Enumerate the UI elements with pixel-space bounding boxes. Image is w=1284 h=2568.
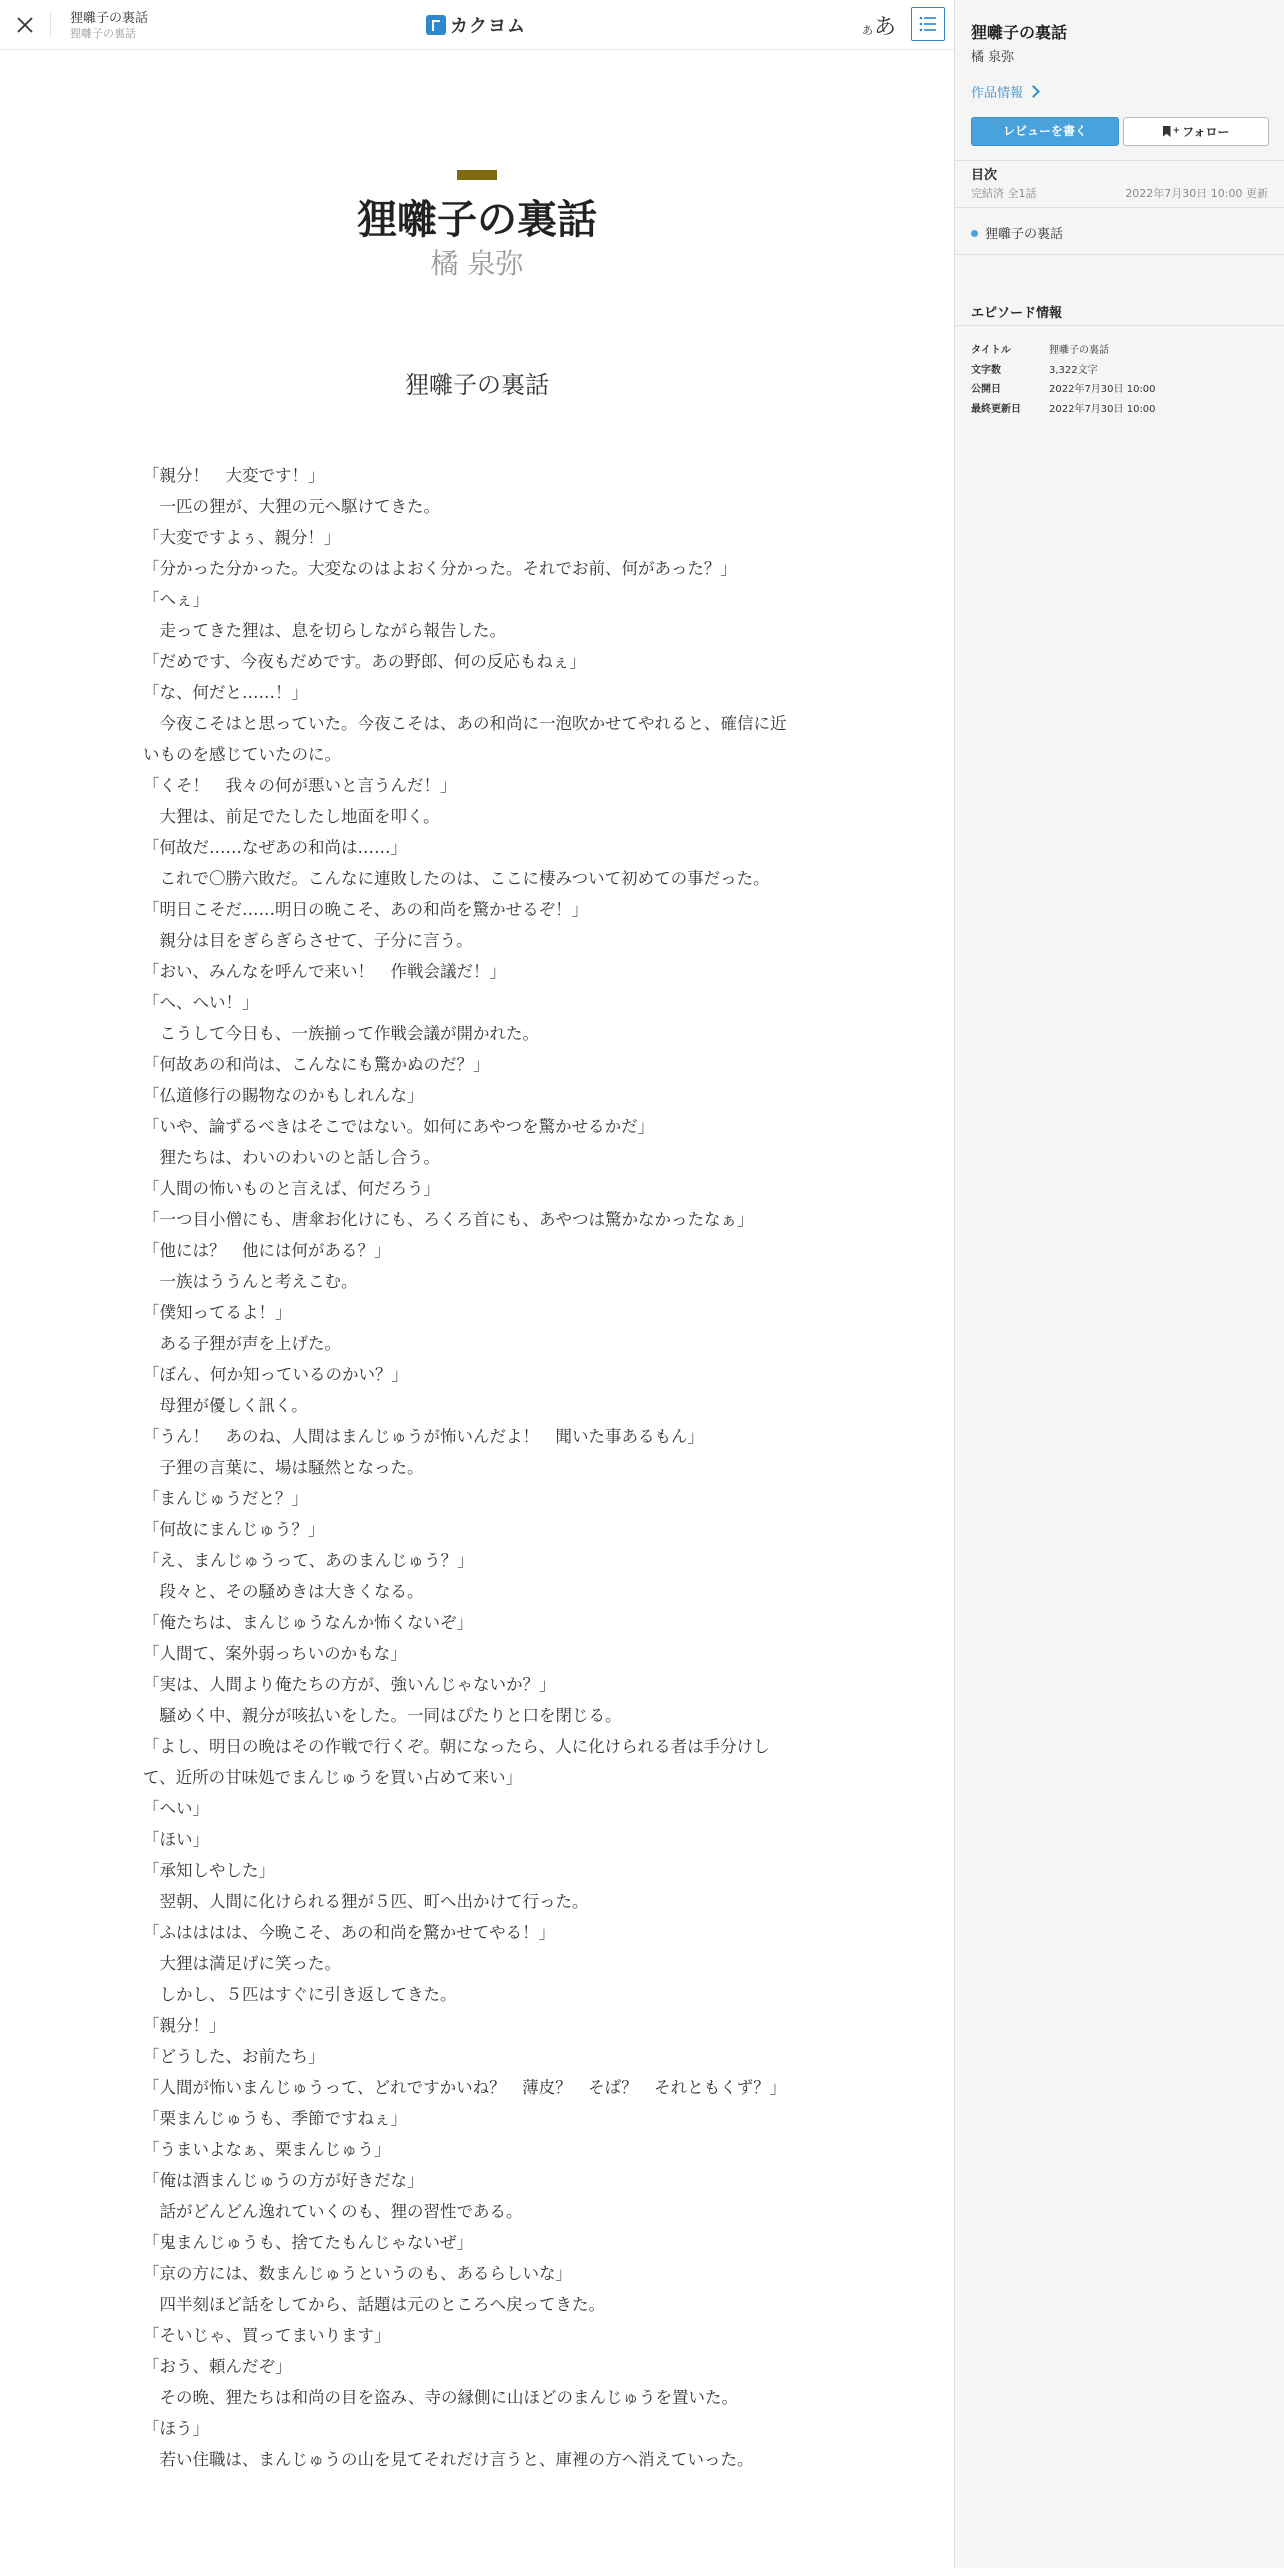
body-paragraph: 「明日こそだ……明日の晩こそ、あの和尚を驚かせるぞ！」: [143, 900, 589, 919]
body-paragraph: これで〇勝六敗だ。こんなに連敗したのは、ここに棲みついて初めての事だった。: [143, 869, 770, 888]
header-divider: [50, 12, 51, 38]
episode-info-row: [971, 361, 1156, 381]
body-paragraph: 「京の方には、数まんじゅうというのも、あるらしいな」: [143, 2264, 572, 2283]
plus-icon: +: [1172, 126, 1181, 136]
info-key: 文字数: [971, 364, 1001, 376]
episode-info-row: [971, 341, 1156, 361]
work-title: 狸囃子の裏話: [357, 197, 597, 243]
toc-status: 完結済 全1話: [971, 187, 1037, 200]
divider: [955, 207, 1284, 208]
episode-title: 狸囃子の裏話: [405, 371, 549, 399]
body-paragraph: 「おう、頼んだぞ」: [143, 2357, 292, 2376]
body-paragraph: 「人間が怖いまんじゅうって、どれですかいね？ 薄皮？ そば？ それともくず？」: [143, 2078, 787, 2097]
body-paragraph: 「仏道修行の賜物なのかもしれんな」: [143, 1086, 424, 1105]
episode-body: [143, 460, 795, 2475]
body-paragraph: 「俺たちは、まんじゅうなんか怖くないぞ」: [143, 1613, 473, 1632]
body-paragraph: 「鬼まんじゅうも、捨てたもんじゃないぜ」: [143, 2233, 473, 2252]
body-paragraph: 「分かった分かった。大変なのはよおく分かった。それでお前、何があった？」: [143, 559, 737, 578]
episode-info-row: [971, 380, 1156, 400]
body-paragraph: 翌朝、人間に化けられる狸が５匹、町へ出かけて行った。: [143, 1892, 589, 1911]
body-paragraph: 「僕知ってるよ！」: [143, 1303, 292, 1322]
divider: [955, 325, 1284, 326]
body-paragraph: 「ぼん、何か知っているのかい？」: [143, 1365, 408, 1384]
body-paragraph: 「大変ですよぅ、親分！」: [143, 528, 341, 547]
header-episode-title: 狸囃子の裏話: [70, 27, 136, 40]
body-paragraph: 「親分！ 大変です！」: [143, 466, 325, 485]
work-author[interactable]: 橘 泉弥: [430, 247, 524, 280]
body-paragraph: 「親分！」: [143, 2016, 226, 2035]
body-paragraph: 母狸が優しく訊く。: [143, 1396, 308, 1415]
body-paragraph: 「承知しやした」: [143, 1861, 275, 1880]
body-paragraph: 一族はううんと考えこむ。: [143, 1272, 358, 1291]
body-paragraph: 「へい」: [143, 1799, 209, 1818]
body-paragraph: 狸たちは、わいのわいのと話し合う。: [143, 1148, 440, 1167]
body-paragraph: 親分は目をぎらぎらさせて、子分に言う。: [143, 931, 473, 950]
body-paragraph: 「へぇ」: [143, 590, 209, 609]
current-episode-dot: [971, 230, 978, 237]
body-paragraph: 「何故あの和尚は、こんなにも驚かぬのだ？」: [143, 1055, 490, 1074]
body-paragraph: 走ってきた狸は、息を切らしながら報告した。: [143, 621, 506, 640]
sidebar-author[interactable]: 橘 泉弥: [971, 50, 1015, 65]
divider: [955, 254, 1284, 255]
body-paragraph: 「な、何だと……！」: [143, 683, 308, 702]
body-paragraph: 「よし、明日の晩はその作戦で行くぞ。朝になったら、人に化けられる者は手分けして、近所の甘味処でまんじゅうを買い占めて来い」: [143, 1737, 770, 1787]
body-paragraph: 「そいじゃ、買ってまいります」: [143, 2326, 391, 2345]
sidebar: [954, 0, 1284, 2568]
body-paragraph: 話がどんどん逸れていくのも、狸の習性である。: [143, 2202, 523, 2221]
reader-header: [0, 0, 954, 50]
body-paragraph: 「栗まんじゅうも、季節ですねぇ」: [143, 2109, 407, 2128]
body-paragraph: 「何故だ……なぜあの和尚は……」: [143, 838, 407, 857]
sidebar-work-title[interactable]: 狸囃子の裏話: [971, 23, 1068, 42]
body-paragraph: 「おい、みんなを呼んで来い！ 作戦会議だ！」: [143, 962, 506, 981]
close-button[interactable]: [12, 12, 38, 38]
body-paragraph: 「実は、人間より俺たちの方が、強いんじゃないか？」: [143, 1675, 556, 1694]
bookmark-icon: [1163, 126, 1171, 137]
body-paragraph: 「俺は酒まんじゅうの方が好きだな」: [143, 2171, 424, 2190]
episode-info-row: [971, 400, 1156, 420]
work-info-link[interactable]: [971, 82, 1038, 101]
body-paragraph: 「人間て、案外弱っちいのかもな」: [143, 1644, 407, 1663]
body-paragraph: こうして今日も、一族揃って作戦会議が開かれた。: [143, 1024, 539, 1043]
body-paragraph: 四半刻ほど話をしてから、話題は元のところへ戻ってきた。: [143, 2295, 605, 2314]
body-paragraph: 段々と、その騒めきは大きくなる。: [143, 1582, 424, 1601]
body-paragraph: 「うまいよなぁ、栗まんじゅう」: [143, 2140, 391, 2159]
write-review-button[interactable]: レビューを書く: [971, 117, 1119, 146]
body-paragraph: 「だめです、今夜もだめです。あの野郎、何の反応もねぇ」: [143, 652, 586, 671]
info-key: 公開日: [971, 384, 1001, 395]
body-paragraph: 「ふはははは、今晩こそ、あの和尚を驚かせてやる！」: [143, 1923, 556, 1942]
episode-info-heading: エピソード情報: [971, 306, 1063, 321]
info-value: 2022年7月30日 10:00: [1049, 384, 1156, 395]
kakuyomu-logo[interactable]: [426, 13, 526, 37]
toc-updated: 2022年7月30日 10:00 更新: [1125, 187, 1268, 200]
body-paragraph: 「まんじゅうだと？」: [143, 1489, 308, 1508]
font-size-button[interactable]: [862, 8, 898, 40]
chevron-right-icon: [1027, 85, 1040, 98]
body-paragraph: 「へ、へい！」: [143, 993, 259, 1012]
table-of-contents-button[interactable]: [911, 7, 945, 41]
body-paragraph: 若い住職は、まんじゅうの山を見てそれだけ言うと、庫裡の方へ消えていった。: [143, 2450, 754, 2469]
body-paragraph: 「いや、論ずるべきはそこではない。如何にあやつを驚かせるかだ」: [143, 1117, 655, 1136]
info-value: 3,322文字: [1049, 364, 1098, 376]
kakuyomu-logo-icon: [426, 15, 446, 35]
font-size-small-glyph: あ: [862, 24, 873, 37]
follow-button[interactable]: [1123, 117, 1269, 146]
body-paragraph: 「一つ目小僧にも、唐傘お化けにも、ろくろ首にも、あやつは驚かなかったなぁ」: [143, 1210, 754, 1229]
body-paragraph: しかし、５匹はすぐに引き返してきた。: [143, 1985, 457, 2004]
info-value: 2022年7月30日 10:00: [1049, 403, 1156, 415]
body-paragraph: 今夜こそはと思っていた。今夜こそは、あの和尚に一泡吹かせてやれると、確信に近いものを感じていたのに。: [143, 714, 787, 764]
toc-heading: 目次: [971, 168, 998, 183]
body-paragraph: 「人間の怖いものと言えば、何だろう」: [143, 1179, 440, 1198]
title-accent-bar: [457, 170, 497, 180]
body-paragraph: 「他には？ 他には何がある？」: [143, 1241, 391, 1260]
body-paragraph: 一匹の狸が、大狸の元へ駆けてきた。: [143, 497, 440, 516]
toc-item-label: 狸囃子の裏話: [985, 227, 1064, 242]
info-key: 最終更新日: [971, 403, 1021, 415]
body-paragraph: 大狸は満足げに笑った。: [143, 1954, 341, 1973]
table-of-contents-icon: [912, 8, 944, 40]
body-paragraph: ある子狸が声を上げた。: [143, 1334, 341, 1353]
body-paragraph: 子狸の言葉に、場は騒然となった。: [143, 1458, 424, 1477]
work-info-label: 作品情報: [971, 86, 1024, 101]
toc-item[interactable]: [971, 223, 1063, 242]
font-size-large-glyph: あ: [874, 15, 897, 40]
header-work-title[interactable]: 狸囃子の裏話: [70, 11, 149, 26]
header-titles[interactable]: [70, 11, 148, 41]
body-paragraph: 「ほう」: [143, 2419, 209, 2438]
body-paragraph: 騒めく中、親分が咳払いをした。一同はぴたりと口を閉じる。: [143, 1706, 622, 1725]
body-paragraph: 「何故にまんじゅう？」: [143, 1520, 325, 1539]
episode-info-table: [971, 341, 1156, 419]
body-paragraph: 大狸は、前足でたしたし地面を叩く。: [143, 807, 440, 826]
logo-text: カクヨム: [450, 16, 526, 37]
info-value: 狸囃子の裏話: [1049, 345, 1109, 356]
body-paragraph: 「どうした、お前たち」: [143, 2047, 325, 2066]
body-paragraph: 「くそ！ 我々の何が悪いと言うんだ！」: [143, 776, 457, 795]
body-paragraph: その晩、狸たちは和尚の目を盗み、寺の縁側に山ほどのまんじゅうを置いた。: [143, 2388, 738, 2407]
body-paragraph: 「うん！ あのね、人間はまんじゅうが怖いんだよ！ 聞いた事あるもん」: [143, 1427, 704, 1446]
divider: [955, 160, 1284, 161]
info-key: タイトル: [971, 345, 1011, 356]
body-paragraph: 「ほい」: [143, 1830, 209, 1849]
close-icon[interactable]: [12, 12, 38, 38]
body-paragraph: 「え、まんじゅうって、あのまんじゅう？」: [143, 1551, 474, 1570]
follow-label: フォロー: [1182, 125, 1230, 139]
